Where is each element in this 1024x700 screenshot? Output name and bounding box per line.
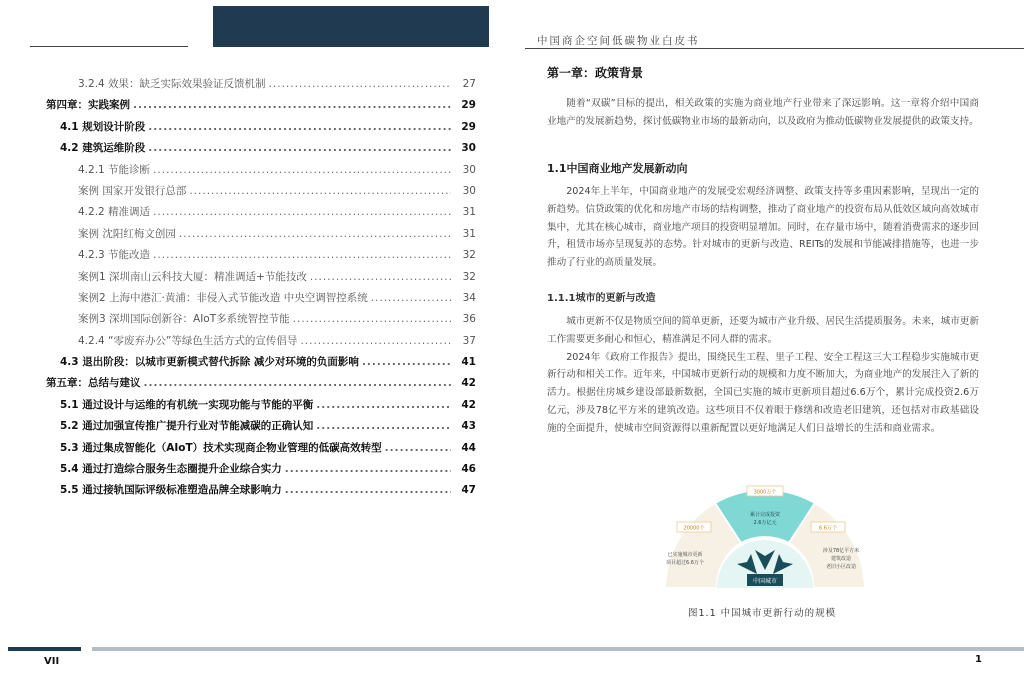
- toc-entry-label: 案例1 深圳南山云科技大厦：精准调适+节能技改: [78, 270, 307, 283]
- subsection-paragraphs: [547, 313, 979, 438]
- toc-entry-page: 32: [462, 249, 476, 262]
- toc-entry[interactable]: [40, 97, 476, 118]
- toc-entry-label: 4.1 规划设计阶段: [60, 120, 146, 133]
- toc-entry[interactable]: [40, 162, 476, 183]
- page-number-left: VII: [44, 656, 60, 667]
- toc-leader-dots: [144, 377, 452, 389]
- toc-entry-label: 4.2.1 节能诊断: [78, 163, 151, 176]
- toc-leader-dots: [148, 142, 451, 154]
- toc-leader-dots: [148, 121, 451, 133]
- toc-leader-dots: [293, 313, 451, 325]
- toc-entry-label: 4.2.2 精准调适: [78, 206, 151, 219]
- toc-entry-label: 案例 沈阳红梅文创园: [78, 227, 176, 240]
- toc-entry[interactable]: [40, 397, 476, 418]
- toc-entry-label: 5.5 通过接轨国际评级标准塑造品牌全球影响力: [60, 484, 282, 497]
- toc-entry[interactable]: [40, 354, 476, 375]
- header-rule-left: [30, 46, 188, 47]
- toc-entry[interactable]: [40, 333, 476, 354]
- subsection-text-1: 城市更新不仅是物质空间的简单更新，还要为城市产业升级、居民生活提质服务。未来，城市更新工作需要更多耐心和恒心，精准满足不同人群的需求。: [547, 316, 979, 345]
- diagram-tag-right-text: 6.6万个: [819, 525, 837, 532]
- toc-leader-dots: [362, 356, 451, 368]
- toc-entry-label: 4.2 建筑运维阶段: [60, 142, 146, 155]
- intro-text: 随着“双碳”目标的提出，相关政策的实施为商业地产行业带来了深远影响。这一章将介绍中国商业地产的发展新趋势，探讨低碳物业市场的最新动向，以及政府为推动低碳物业发展提供的政策支持。: [547, 98, 979, 127]
- toc-entry-label: 第五章：总结与建议: [46, 377, 141, 390]
- subsection-text-2: 2024年《政府工作报告》提出，围绕民生工程、里子工程、安全工程这三大工程稳步实施城市更新行动和相关工作。近年来，中国城市更新行动的规模和力度不断加大，为商业地产的发展注入了新的活力。根据住房城乡建设部最新数据，全国已实施的城市更新项目超过6.6万个，累计完成投资2.6万亿元，涉及78亿平方米的建筑改造。这些项目不仅着眼于修缮和改造老旧建筑，还包括对市政基础设施的全面提升，使城市空间资源得以重新配置以更好地满足人们日益增长的生活和商业需求。: [547, 351, 979, 434]
- header-title: 中国商企空间低碳物业白皮书: [537, 35, 700, 47]
- toc-entry-label: 3.2.4 效果：缺乏实际效果验证反馈机制: [78, 78, 266, 90]
- toc-entry-page: 30: [462, 184, 476, 197]
- header-banner: [213, 6, 489, 47]
- toc-leader-dots: [310, 271, 451, 283]
- toc-entry-page: 44: [461, 441, 476, 454]
- toc-leader-dots: [189, 185, 451, 197]
- toc-entry-page: 32: [462, 270, 476, 283]
- header-rule-right: [525, 48, 1024, 49]
- toc-entry-page: 42: [461, 398, 476, 411]
- toc-entry-page: 42: [461, 377, 476, 390]
- toc-entry-page: 46: [461, 463, 476, 476]
- toc-entry-page: 30: [462, 163, 476, 176]
- diagram-tag-top-text: 3000万个: [753, 489, 777, 496]
- toc-entry-page: 43: [461, 420, 476, 433]
- toc-entry-page: 37: [462, 334, 476, 347]
- figure-caption: 图1.1 中国城市更新行动的规模: [688, 608, 837, 619]
- toc-leader-dots: [316, 420, 451, 432]
- toc-entry[interactable]: [40, 269, 476, 290]
- toc-entry[interactable]: [40, 418, 476, 439]
- toc-entry-label: 5.3 通过集成智能化（AIoT）技术实现商企物业管理的低碳高效转型: [60, 441, 382, 454]
- toc-leader-dots: [300, 335, 451, 347]
- toc-entry[interactable]: [40, 76, 476, 97]
- diagram-top-text-1: 累计完成投资: [749, 512, 781, 518]
- toc-entry-label: 4.2.4 “零废弃办公”等绿色生活方式的宣传倡导: [78, 334, 298, 347]
- toc-entry[interactable]: [40, 140, 476, 161]
- toc-entry-page: 30: [461, 142, 476, 155]
- diagram-tag-left-text: 20000个: [683, 525, 705, 532]
- toc-leader-dots: [371, 292, 451, 304]
- section-title: 1.1中国商业地产发展新动向: [547, 162, 688, 175]
- toc-entry[interactable]: [40, 247, 476, 268]
- toc-entry[interactable]: [40, 119, 476, 140]
- toc-entry[interactable]: [40, 204, 476, 225]
- toc-entry-label: 案例 国家开发银行总部: [78, 184, 187, 197]
- toc-leader-dots: [285, 484, 451, 496]
- toc-entry-label: 4.3 退出阶段：以城市更新模式替代拆除 减少对环境的负面影响: [60, 356, 359, 369]
- toc-leader-dots: [285, 463, 451, 475]
- toc-entry-page: 31: [462, 206, 476, 219]
- footer-bar-left: [8, 647, 81, 651]
- toc-leader-dots: [316, 399, 451, 411]
- toc-entry-page: 29: [461, 120, 476, 133]
- toc-leader-dots: [153, 164, 451, 176]
- toc-entry-page: 27: [462, 78, 476, 90]
- toc-entry-page: 41: [461, 356, 476, 369]
- diagram-right-text-2: 建筑改造: [830, 556, 852, 562]
- diagram-right-text-3: 老旧小区改造: [825, 564, 857, 570]
- toc-entry-page: 31: [462, 227, 476, 240]
- table-of-contents: [40, 76, 476, 504]
- toc-entry[interactable]: [40, 226, 476, 247]
- toc-leader-dots: [269, 78, 451, 90]
- toc-entry[interactable]: [40, 290, 476, 311]
- toc-leader-dots: [179, 228, 451, 240]
- toc-entry[interactable]: [40, 375, 476, 396]
- city-renewal-diagram: [655, 478, 875, 598]
- toc-entry[interactable]: [40, 183, 476, 204]
- toc-entry-page: 34: [462, 291, 476, 304]
- toc-entry[interactable]: [40, 311, 476, 332]
- toc-leader-dots: [385, 442, 451, 454]
- toc-entry-label: 5.2 通过加强宣传推广提升行业对节能减碳的正确认知: [60, 420, 314, 433]
- chapter-title: 第一章：政策背景: [547, 66, 644, 80]
- toc-entry[interactable]: [40, 461, 476, 482]
- toc-entry-page: 36: [462, 313, 476, 326]
- toc-entry-page: 29: [461, 99, 476, 112]
- toc-entry-page: 47: [461, 484, 476, 497]
- toc-entry-label: 第四章：实践案例: [46, 99, 130, 112]
- diagram-top-text-2: 2.6万亿元: [753, 520, 777, 526]
- toc-entry-label: 案例3 深圳国际创新谷：AIoT多系统智控节能: [78, 313, 290, 326]
- footer-bar-right: [92, 647, 1024, 651]
- toc-entry-label: 5.4 通过打造综合服务生态圈提升企业综合实力: [60, 463, 282, 476]
- toc-leader-dots: [153, 206, 451, 218]
- toc-entry[interactable]: [40, 440, 476, 461]
- toc-entry-label: 4.2.3 节能改造: [78, 249, 151, 262]
- toc-entry-label: 5.1 通过设计与运维的有机统一实现功能与节能的平衡: [60, 398, 314, 411]
- page-number-right: 1: [975, 654, 982, 665]
- section-paragraph: [547, 183, 979, 272]
- diagram-right-text-1: 涉及78亿平方米: [822, 548, 860, 554]
- intro-paragraph: [547, 95, 979, 131]
- toc-leader-dots: [153, 249, 451, 261]
- toc-entry-label: 案例2 上海中港汇·黄浦：非侵入式节能改造 中央空调智控系统: [78, 291, 368, 304]
- subsection-title: 1.1.1城市的更新与改造: [547, 293, 656, 304]
- diagram-left-text-2: 项目超过6.6万个: [666, 560, 704, 566]
- diagram-left-text-1: 已实施城市更新: [667, 552, 703, 558]
- toc-leader-dots: [133, 99, 451, 111]
- diagram-hub-label: 中国城市: [752, 578, 778, 585]
- section-text: 2024年上半年，中国商业地产的发展受宏观经济调整、政策支持等多重因素影响，呈现出一定的新趋势。信贷政策的优化和房地产市场的结构调整，推动了商业地产的投资布局从低效区域向高效城市集中，尤其在核心城市，商业地产项目的投资明显增加。同时，在存量市场中，随着消费需求的逐步回升，租赁市场亦呈现复苏的态势。针对城市的更新与改造、REITs的发展和节能减排措施等，也进一步推动了行业的高质量发展。: [547, 186, 979, 269]
- toc-entry[interactable]: [40, 482, 476, 503]
